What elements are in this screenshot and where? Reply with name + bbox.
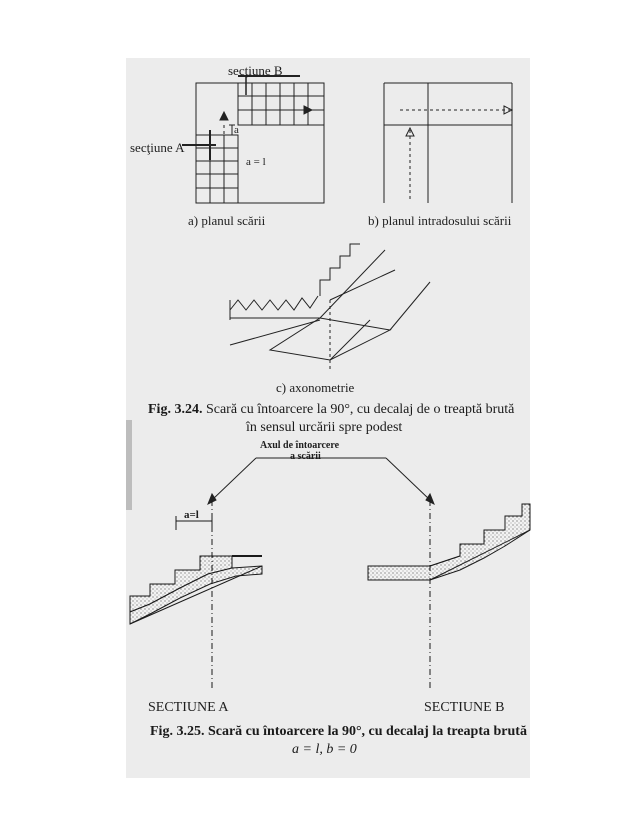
- subcaption-b: b) planul intradosului scării: [368, 213, 512, 228]
- caption-fig-3-24-line2: în sensul urcării spre podest: [246, 420, 403, 435]
- section-b-label: SECTIUNE B: [424, 700, 505, 715]
- axis-label-2: a scării: [290, 451, 321, 462]
- subcaption-c: c) axonometrie: [276, 380, 355, 395]
- subcaption-a: a) planul scării: [188, 213, 266, 228]
- caption-fig-3-25: [150, 724, 527, 740]
- section-a-label: SECTIUNE A: [148, 700, 229, 715]
- label-a-eq-l: a = l: [246, 156, 266, 168]
- label-dim-b: a: [234, 124, 239, 136]
- scan-background: [126, 58, 530, 778]
- caption-fig-3-24: [148, 402, 514, 418]
- caption-fig-3-24-text: Scară cu întoarcere la 90°, cu decalaj de o treaptă brută: [205, 402, 515, 417]
- label-section-b: secţiune B: [228, 63, 283, 78]
- scan-left-band: [126, 420, 132, 510]
- axis-label-1: Axul de întoarcere: [260, 440, 340, 451]
- label-section-a: secţiune A: [130, 140, 185, 155]
- caption-fig-3-25-line2: a = l, b = 0: [292, 742, 357, 757]
- dimension-a-eq-l: a=l: [184, 509, 199, 521]
- caption-fig-3-24-number: Fig. 3.24.: [148, 402, 203, 417]
- caption-fig-3-25-text: Scară cu întoarcere la 90°, cu decalaj la treapta brută: [207, 724, 527, 739]
- caption-fig-3-25-number: Fig. 3.25.: [150, 724, 205, 739]
